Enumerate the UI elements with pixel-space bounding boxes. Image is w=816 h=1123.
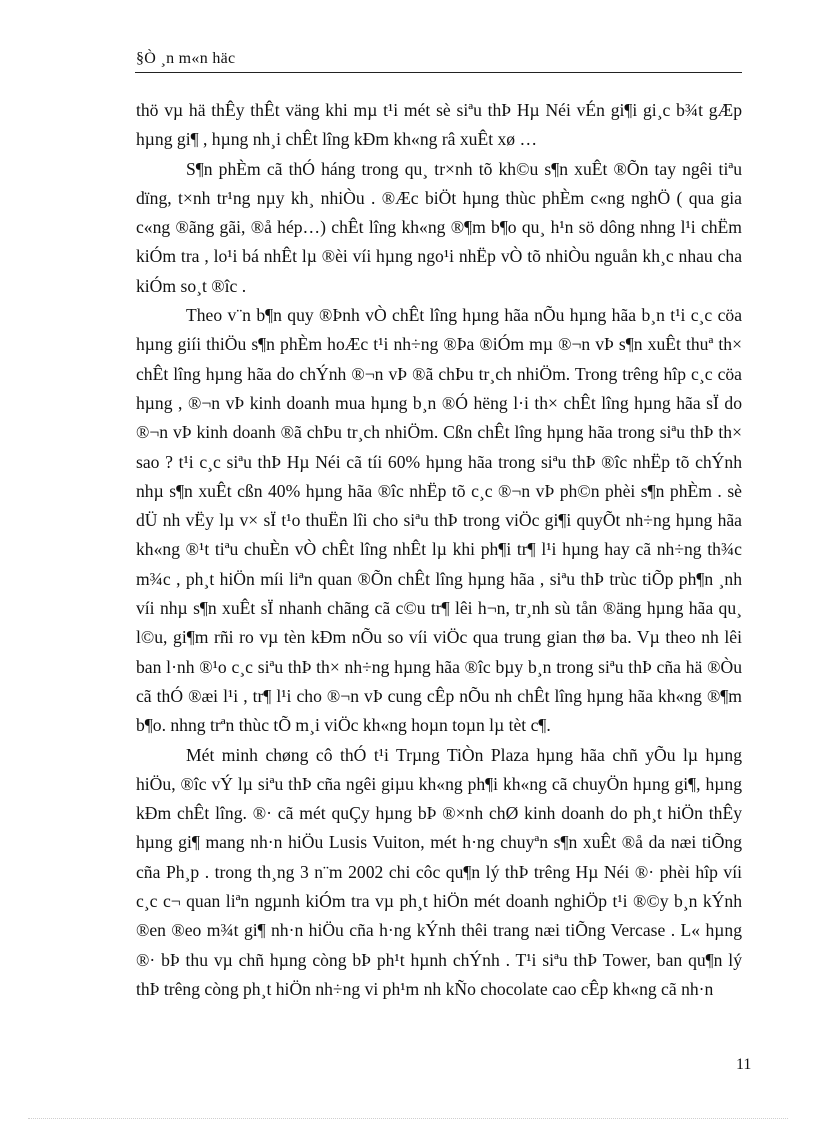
paragraph: S¶n phÈm cã thÓ háng trong qu¸ tr×nh tõ kh©u s¶n xuÊt ®Õn tay ngêi tiªu dïng, t×nh tr¹ng nµy kh¸ nhiÒu . ®Æc biÖt hµng thùc phÈm c«ng nghÖ ( qua gia c«ng ®ãng gãi, ®å hép…) chÊt lîng kh«ng ®¶m b¶o qu¸ h¹n sö dông nhng l¹i chËm kiÓm tra , lo¹i bá nhÊt lµ ®èi víi hµng ngo¹i nhËp vÒ tõ nhiÒu nguån kh¸c nhau cha kiÓm so¸t ®îc . <box>136 158 742 296</box>
paragraph: thö vµ hä thÊy thÊt väng khi mµ t¹i mét sè siªu thÞ Hµ Néi vÉn gi¶i gi¸c b¾t gÆp hµng gi¶ , hµng nh¸i chÊt lîng kÐm kh«ng râ xuÊt xø … <box>136 100 742 150</box>
page-edge-divider <box>28 1118 788 1119</box>
body-text <box>136 96 742 1004</box>
page-number: 11 <box>736 1056 752 1073</box>
paragraph: Theo v¨n b¶n quy ®Þnh vÒ chÊt lîng hµng hãa nÕu hµng hãa b¸n t¹i c¸c cöa hµng giíi thiÖu s¶n phÈm hoÆc t¹i nh÷ng ®Þa ®iÓm mµ ®¬n vÞ s¶n xuÊt thuª th× chÊt lîng hµng hãa do chÝnh ®¬n vÞ ®ã chÞu tr¸ch nhiÖm. Trong trêng hîp c¸c cöa hµng , ®¬n vÞ kinh doanh mua hµng b¸n ®Ó hëng l·i th× chÊt lîng hµng hãa sÏ do ®¬n vÞ kinh doanh ®ã chÞu tr¸ch nhiÖm. Cßn chÊt lîng hµng hãa trong siªu thÞ th× sao ? t¹i c¸c siªu thÞ Hµ Néi cã tíi 60% hµng hãa trong siªu thÞ ®îc nhËp tõ chÝnh nhµ s¶n xuÊt cßn 40% hµng hãa ®îc nhËp tõ c¸c ®¬n vÞ ph©n phèi s¶n phÈm . sè dÜ nh vËy lµ v× sÏ t¹o thuËn lîi cho siªu thÞ trong viÖc gi¶i quyÕt nh÷ng hµng hãa kh«ng ®¹t tiªu chuÈn vÒ chÊt lîng nhÊt lµ khi ph¶i tr¶ l¹i hµng hay cã nh÷ng th¾c m¾c , ph¸t hiÖn míi liªn quan ®Õn chÊt lîng hµng hãa , siªu thÞ trùc tiÕp ph¶n ¸nh víi nhµ s¶n xuÊt sÏ nhanh chãng cã c©u tr¶ lêi h¬n, tr¸nh sù tån ®äng hµng hãa qu¸ l©u, gi¶m rñi ro vµ tèn kÐm nÕu so víi viÖc qua trung gian thø ba. Vµ theo nh lêi ban l·nh ®¹o c¸c siªu thÞ th× nh÷ng hµng hãa ®îc bµy b¸n trong siªu thÞ cña hä ®Òu cã thÓ ®æi l¹i , tr¶ l¹i cho ®¬n vÞ cung cÊp nÕu nh chÊt lîng hµng hãa kh«ng ®¶m b¶o. nhng trªn thùc tÕ m¸i viÖc kh«ng hoµn toµn lµ tèt c¶. <box>136 305 742 736</box>
paragraph: Mét minh chøng cô thÓ t¹i Trµng TiÒn Plaza hµng hãa chñ yÕu lµ hµng hiÖu, ®îc vÝ lµ siªu thÞ cña ngêi giµu kh«ng ph¶i kh«ng cã chuyÖn hµng gi¶, hµng kÐm chÊt lîng. ®· cã mét quÇy hµng bÞ ®×nh chØ kinh doanh do ph¸t hiÖn thÊy hµng gi¶ mang nh·n hiÖu Lusis Vuiton, mét h·ng chuyªn s¶n xuÊt ®å da næi tiÕng cña Ph¸p . trong th¸ng 3 n¨m 2002 chi côc qu¶n lý thÞ trêng Hµ Néi ®· phèi hîp víi c¸c c¬ quan liªn ngµnh kiÓm tra vµ ph¸t hiÖn mét doanh nghiÖp t¹i ®©y b¸n kÝnh ®en ®eo m¾t gi¶ nh·n hiÖu cña h·ng kÝnh thêi trang næi tiÕng Vercase . L« hµng ®· bÞ thu vµ chñ hµng còng bÞ ph¹t hµnh chÝnh . T¹i siªu thÞ Tower, ban qu¶n lý thÞ trêng còng ph¸t hiÖn nh÷ng vi ph¹m nh kÑo chocolate cao cÊp kh«ng cã nh·n <box>136 744 742 999</box>
running-header: §Ò ¸n m«n häc <box>136 50 236 67</box>
header-rule <box>135 72 742 73</box>
